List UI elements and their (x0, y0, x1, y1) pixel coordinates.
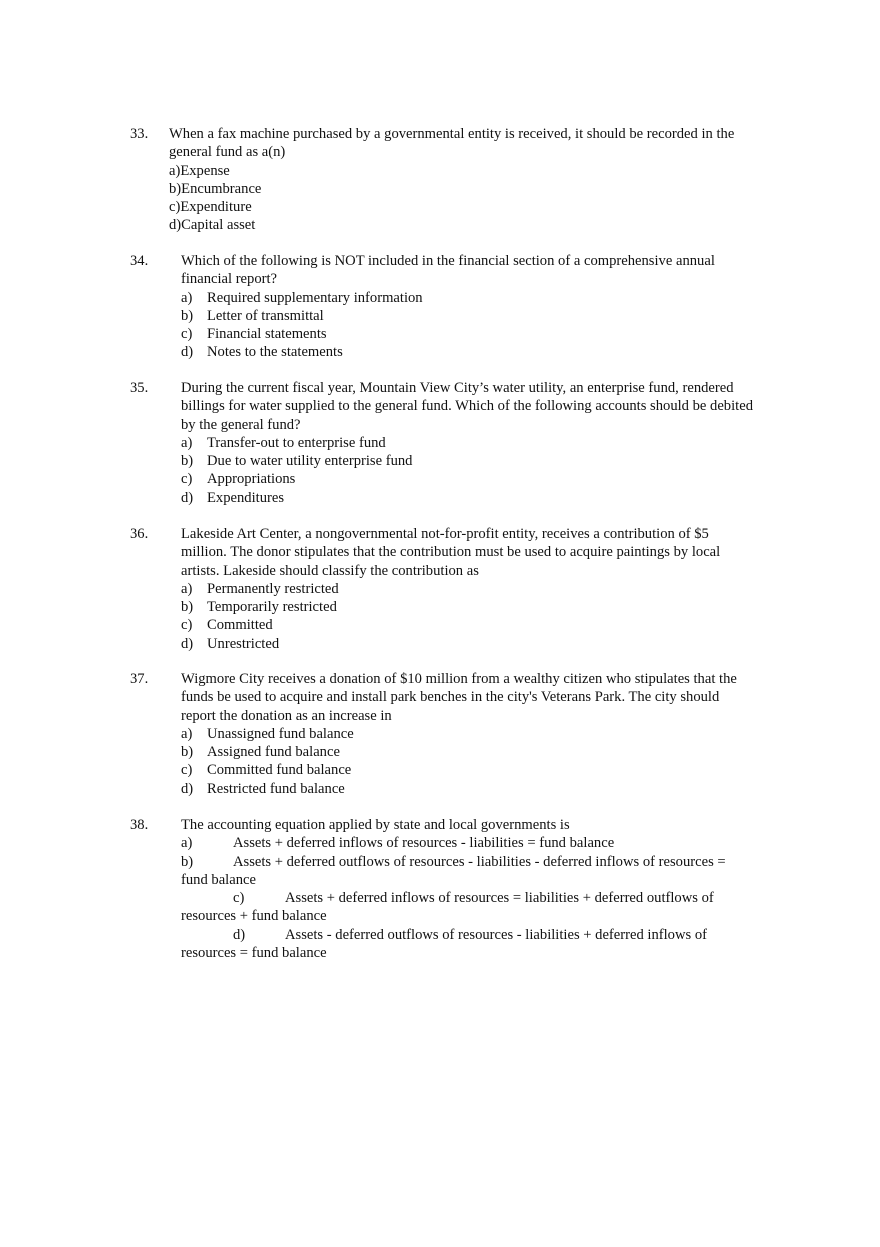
option-c (181, 470, 756, 488)
option-a (169, 162, 759, 180)
question-number: 34. (130, 253, 149, 269)
option-text: Unrestricted (207, 635, 280, 652)
option-letter: b) (181, 453, 194, 470)
option-letter: d) (169, 217, 182, 234)
option-letter: a) (169, 162, 181, 179)
option-text: Expense (180, 162, 230, 179)
option-letter: a) (181, 835, 193, 852)
option-a (181, 834, 756, 852)
option-text: Assigned fund balance (207, 744, 340, 761)
option-letter: d) (181, 780, 194, 797)
option-text: Expenditures (207, 489, 285, 506)
option-text: Committed (207, 617, 273, 634)
option-text: Assets + deferred inflows of resources - liabilities = fund balance (233, 835, 615, 852)
option-d (181, 635, 756, 653)
question-number: 35. (130, 380, 149, 396)
question-stem: Which of the following is NOT included in the financial section of a comprehensive annual financial report? (181, 253, 715, 288)
question-stem: During the current fiscal year, Mountain View City’s water utility, an enterprise fund, rendered billings for water supplied to the general fund. Which of the following accounts should be debited by the general fund? (181, 380, 753, 433)
option-text: Encumbrance (181, 180, 262, 197)
option-letter: c) (181, 326, 193, 343)
question-stem: Wigmore City receives a donation of $10 million from a wealthy citizen who stipulates that the funds be used to acquire and install park benches in the city's Veterans Park. The city should report the donation as an increase in (181, 671, 737, 724)
option-letter: d) (233, 926, 246, 943)
option-letter: b) (169, 180, 182, 197)
option-text: Unassigned fund balance (207, 725, 354, 742)
option-letter: c) (169, 199, 181, 216)
question-body (181, 525, 756, 653)
question-stem: The accounting equation applied by state and local governments is (181, 817, 570, 833)
option-letter: a) (181, 434, 193, 451)
option-c (181, 889, 756, 926)
option-c (181, 761, 756, 779)
option-c (181, 325, 756, 343)
option-letter: c) (233, 890, 245, 907)
option-c (169, 198, 759, 216)
question-number: 37. (130, 671, 149, 687)
option-text: Letter of transmittal (207, 307, 324, 324)
question-number: 36. (130, 526, 149, 542)
option-d (169, 216, 759, 234)
option-letter: c) (181, 471, 193, 488)
option-letter: d) (181, 344, 194, 361)
option-d (181, 343, 756, 361)
option-text: Transfer-out to enterprise fund (207, 434, 386, 451)
option-letter: d) (181, 489, 194, 506)
option-text: Required supplementary information (207, 289, 423, 306)
option-letter: c) (181, 617, 193, 634)
option-letter: b) (181, 599, 194, 616)
option-text: Appropriations (207, 471, 296, 488)
option-text: Committed fund balance (207, 762, 352, 779)
option-a (181, 580, 756, 598)
question-stem: Lakeside Art Center, a nongovernmental not-for-profit entity, receives a contribution of $5 million. The donor stipulates that the contribution must be used to acquire paintings by local artists. Lakeside should classify the contribution as (181, 526, 721, 579)
option-letter: b) (181, 307, 194, 324)
option-b (181, 853, 756, 890)
option-b (181, 307, 756, 325)
option-c (181, 616, 756, 634)
option-text: Assets + deferred outflows of resources - liabilities - deferred inflows of resources = fund balance (181, 853, 726, 888)
question-number: 33. (130, 126, 149, 142)
question-body (169, 125, 759, 235)
option-b (181, 598, 756, 616)
option-letter: c) (181, 762, 193, 779)
option-b (181, 452, 756, 470)
option-text: Expenditure (180, 199, 252, 216)
question-body (181, 670, 756, 798)
option-letter: a) (181, 580, 193, 597)
question-stem: When a fax machine purchased by a governmental entity is received, it should be recorded in the general fund as a(n) (169, 126, 735, 161)
option-a (181, 725, 756, 743)
option-letter: a) (181, 725, 193, 742)
option-d (181, 926, 756, 963)
option-text: Due to water utility enterprise fund (207, 453, 413, 470)
option-text: Permanently restricted (207, 580, 339, 597)
option-d (181, 489, 756, 507)
option-b (181, 743, 756, 761)
question-number: 38. (130, 817, 149, 833)
option-letter: a) (181, 289, 193, 306)
option-text: Assets + deferred inflows of resources = liabilities + deferred outflows of resources + fund balance (181, 890, 714, 925)
option-letter: b) (181, 853, 194, 870)
option-text: Financial statements (207, 326, 327, 343)
option-a (181, 434, 756, 452)
question-body (181, 252, 756, 362)
option-letter: b) (181, 744, 194, 761)
option-a (181, 289, 756, 307)
option-letter: d) (181, 635, 194, 652)
option-text: Restricted fund balance (207, 780, 345, 797)
question-body (181, 816, 756, 962)
option-d (181, 780, 756, 798)
question-body (181, 379, 756, 507)
option-text: Assets - deferred outflows of resources - liabilities + deferred inflows of resources = fund balance (181, 926, 707, 962)
option-text: Capital asset (181, 217, 256, 234)
option-b (169, 180, 759, 198)
option-text: Temporarily restricted (207, 599, 337, 616)
option-text: Notes to the statements (207, 344, 343, 361)
